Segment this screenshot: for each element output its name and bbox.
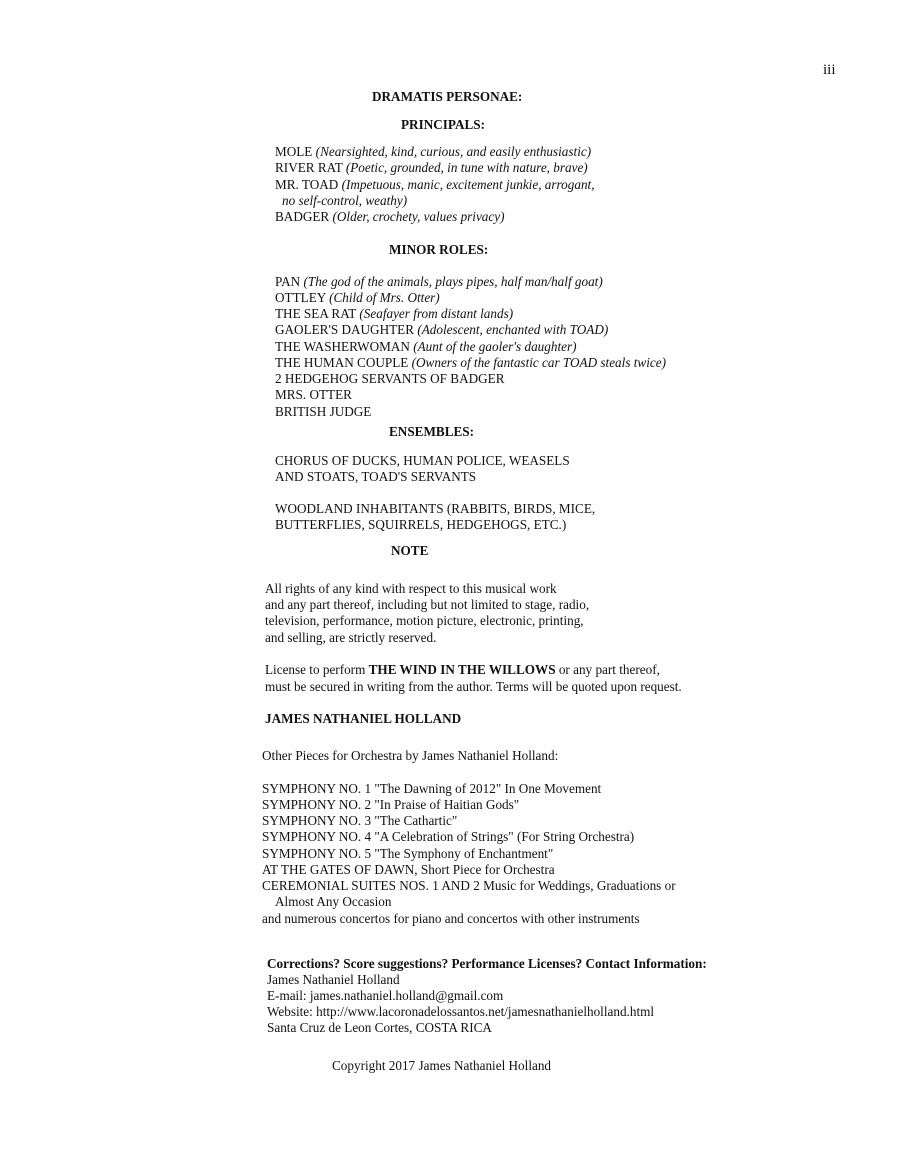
list-item: MOLE (Nearsighted, kind, curious, and easily enthusiastic) [275,144,592,159]
page-number: iii [823,62,836,78]
list-item: GAOLER'S DAUGHTER (Adolescent, enchanted with TOAD) [275,322,609,337]
rights-line: All rights of any kind with respect to this musical work [265,581,557,596]
author-name: JAMES NATHANIEL HOLLAND [265,711,462,726]
copyright: Copyright 2017 James Nathaniel Holland [332,1058,552,1073]
list-item: THE WASHERWOMAN (Aunt of the gaoler's daughter) [275,339,577,354]
rights-line: television, performance, motion picture, electronic, printing, [265,613,584,628]
contact-website: Website: http://www.lacoronadelossantos.net/jamesnathanielholland.html [267,1004,655,1019]
list-item: MRS. OTTER [275,387,352,402]
piece-line: and numerous concertos for piano and concertos with other instruments [262,911,640,926]
piece-line: AT THE GATES OF DAWN, Short Piece for Orchestra [262,862,555,877]
list-item: 2 HEDGEHOG SERVANTS OF BADGER [275,371,505,386]
list-item: PAN (The god of the animals, plays pipes, half man/half goat) [275,274,603,289]
minor-roles-heading: MINOR ROLES: [389,242,489,257]
rights-line: and selling, are strictly reserved. [265,630,437,645]
contact-email: E-mail: james.nathaniel.holland@gmail.com [267,988,504,1003]
other-pieces-intro: Other Pieces for Orchestra by James Nathaniel Holland: [262,748,559,763]
license-line-2: must be secured in writing from the author. Terms will be quoted upon request. [265,679,682,694]
note-heading: NOTE [391,543,429,558]
principals-heading: PRINCIPALS: [401,117,486,132]
list-item: THE SEA RAT (Seafayer from distant lands) [275,306,514,321]
list-item: THE HUMAN COUPLE (Owners of the fantastic car TOAD steals twice) [275,355,666,370]
ensemble-line: CHORUS OF DUCKS, HUMAN POLICE, WEASELS [275,453,570,468]
list-item: BRITISH JUDGE [275,404,372,419]
ensemble-line: BUTTERFLIES, SQUIRRELS, HEDGEHOGS, ETC.) [275,517,567,532]
piece-line: Almost Any Occasion [275,894,392,909]
license-line: License to perform THE WIND IN THE WILLOWS or any part thereof, [265,662,660,677]
piece-line: SYMPHONY NO. 4 "A Celebration of Strings" (For String Orchestra) [262,829,635,844]
list-item: OTTLEY (Child of Mrs. Otter) [275,290,440,305]
piece-line: SYMPHONY NO. 5 "The Symphony of Enchantment" [262,846,554,861]
contact-line: James Nathaniel Holland [267,972,400,987]
list-item: RIVER RAT (Poetic, grounded, in tune with nature, brave) [275,160,588,175]
dramatis-heading: DRAMATIS PERSONAE: [372,89,523,104]
piece-line: CEREMONIAL SUITES NOS. 1 AND 2 Music for Weddings, Graduations or [262,878,676,893]
ensemble-line: AND STOATS, TOAD'S SERVANTS [275,469,477,484]
contact-location: Santa Cruz de Leon Cortes, COSTA RICA [267,1020,492,1035]
work-title: THE WIND IN THE WILLOWS [368,662,556,677]
ensembles-heading: ENSEMBLES: [389,424,475,439]
piece-line: SYMPHONY NO. 2 "In Praise of Haitian Gods" [262,797,520,812]
list-item: MR. TOAD (Impetuous, manic, excitement junkie, arrogant, [275,177,595,192]
list-item: BADGER (Older, crochety, values privacy) [275,209,505,224]
ensemble-line: WOODLAND INHABITANTS (RABBITS, BIRDS, MICE, [275,501,596,516]
piece-line: SYMPHONY NO. 3 "The Cathartic" [262,813,458,828]
piece-line: SYMPHONY NO. 1 "The Dawning of 2012" In One Movement [262,781,602,796]
contact-heading: Corrections? Score suggestions? Performance Licenses? Contact Information: [267,956,707,971]
list-item-continuation: no self-control, weathy) [282,193,408,208]
rights-line: and any part thereof, including but not limited to stage, radio, [265,597,590,612]
